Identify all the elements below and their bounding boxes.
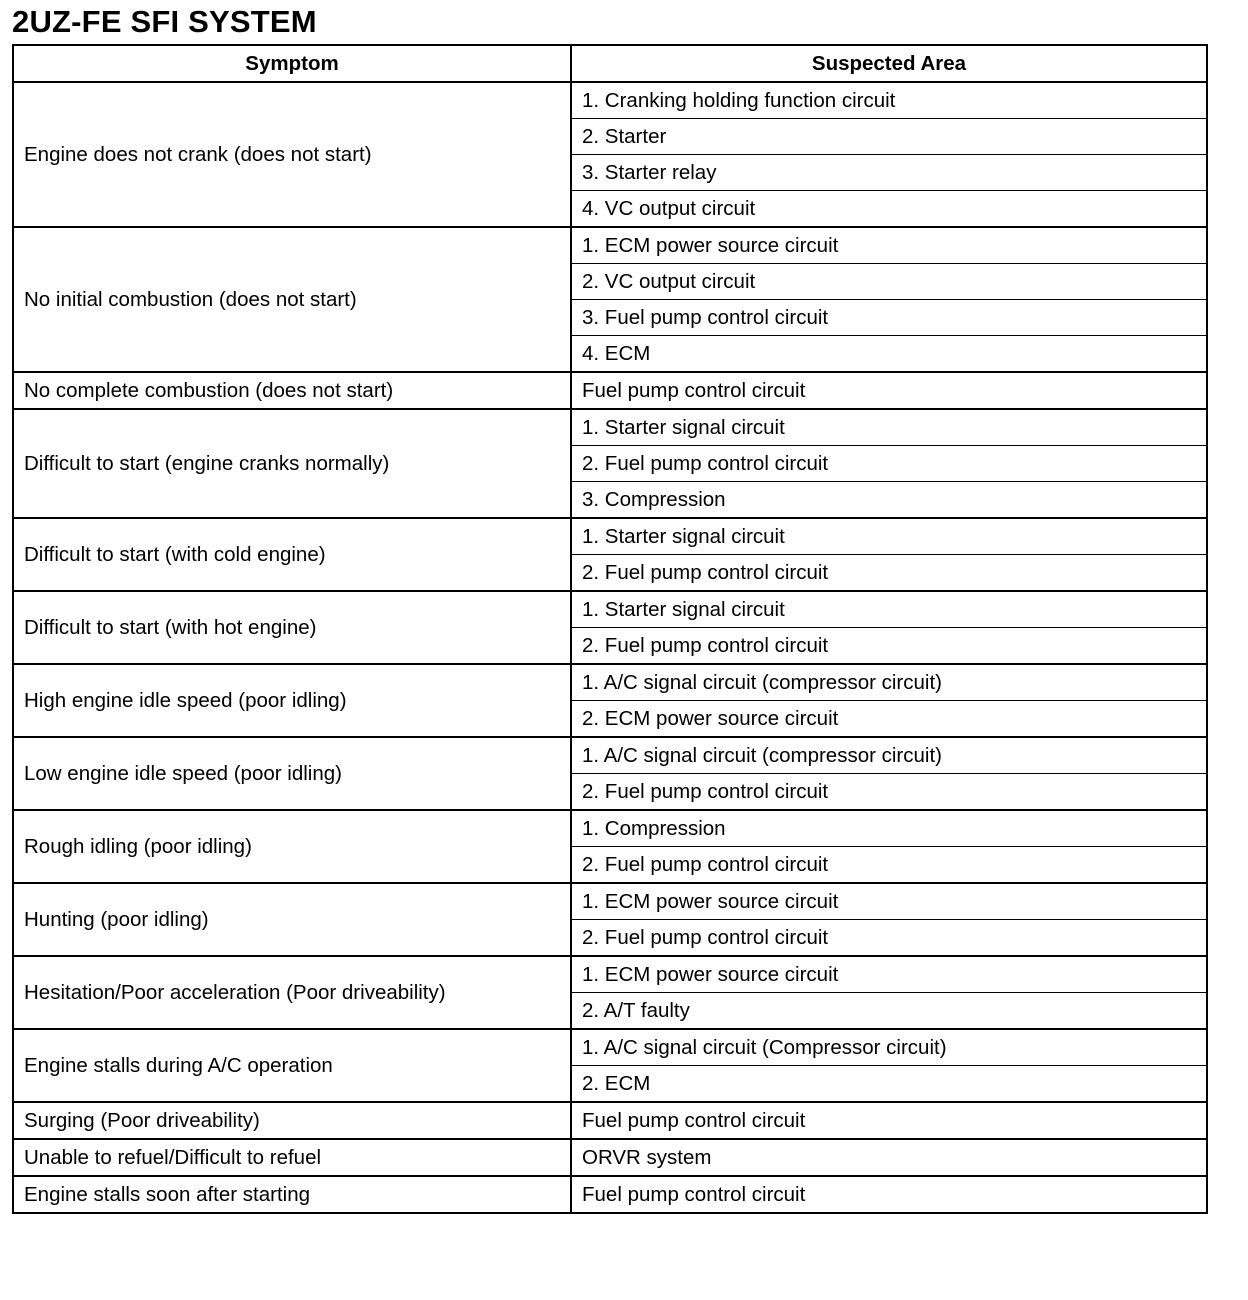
symptom-cell: Hunting (poor idling) bbox=[13, 883, 571, 956]
table-body bbox=[13, 82, 1207, 1213]
suspected-area-cell: 1. Starter signal circuit bbox=[571, 409, 1207, 446]
suspected-area-cell: 1. Compression bbox=[571, 810, 1207, 847]
suspected-area-cell: 1. A/C signal circuit (Compressor circuit) bbox=[571, 1029, 1207, 1066]
suspected-area-cell: 1. Cranking holding function circuit bbox=[571, 82, 1207, 119]
table-row bbox=[13, 518, 1207, 555]
table-row bbox=[13, 82, 1207, 119]
table-row bbox=[13, 1102, 1207, 1139]
table-row bbox=[13, 1176, 1207, 1213]
table-row bbox=[13, 956, 1207, 993]
suspected-area-cell: 2. ECM power source circuit bbox=[571, 701, 1207, 738]
suspected-area-cell: 2. A/T faulty bbox=[571, 993, 1207, 1030]
suspected-area-cell: 1. A/C signal circuit (compressor circuit) bbox=[571, 737, 1207, 774]
symptom-cell: Difficult to start (engine cranks normally) bbox=[13, 409, 571, 518]
table-row bbox=[13, 1139, 1207, 1176]
suspected-area-cell: 2. VC output circuit bbox=[571, 264, 1207, 300]
suspected-area-cell: 3. Starter relay bbox=[571, 155, 1207, 191]
symptom-cell: Surging (Poor driveability) bbox=[13, 1102, 571, 1139]
suspected-area-cell: 1. ECM power source circuit bbox=[571, 956, 1207, 993]
suspected-area-cell: 2. ECM bbox=[571, 1066, 1207, 1103]
symptom-cell: No initial combustion (does not start) bbox=[13, 227, 571, 372]
symptom-cell: Engine stalls during A/C operation bbox=[13, 1029, 571, 1102]
suspected-area-cell: 1. ECM power source circuit bbox=[571, 883, 1207, 920]
symptom-cell: Engine does not crank (does not start) bbox=[13, 82, 571, 227]
suspected-area-cell: Fuel pump control circuit bbox=[571, 1176, 1207, 1213]
suspected-area-cell: 3. Fuel pump control circuit bbox=[571, 300, 1207, 336]
symptom-cell: No complete combustion (does not start) bbox=[13, 372, 571, 409]
symptom-cell: Unable to refuel/Difficult to refuel bbox=[13, 1139, 571, 1176]
table-header-row bbox=[13, 45, 1207, 82]
suspected-area-cell: 1. Starter signal circuit bbox=[571, 518, 1207, 555]
symptom-cell: Low engine idle speed (poor idling) bbox=[13, 737, 571, 810]
suspected-area-cell: 4. VC output circuit bbox=[571, 191, 1207, 228]
table-row bbox=[13, 883, 1207, 920]
symptom-cell: Difficult to start (with hot engine) bbox=[13, 591, 571, 664]
suspected-area-cell: 1. ECM power source circuit bbox=[571, 227, 1207, 264]
table-row bbox=[13, 737, 1207, 774]
suspected-area-cell: 4. ECM bbox=[571, 336, 1207, 373]
suspected-area-cell: 1. Starter signal circuit bbox=[571, 591, 1207, 628]
suspected-area-cell: 2. Fuel pump control circuit bbox=[571, 446, 1207, 482]
suspected-area-cell: ORVR system bbox=[571, 1139, 1207, 1176]
suspected-area-cell: 2. Fuel pump control circuit bbox=[571, 774, 1207, 811]
symptom-cell: Difficult to start (with cold engine) bbox=[13, 518, 571, 591]
suspected-area-column-header: Suspected Area bbox=[571, 45, 1207, 82]
symptom-cell: Rough idling (poor idling) bbox=[13, 810, 571, 883]
symptom-cell: Hesitation/Poor acceleration (Poor driveability) bbox=[13, 956, 571, 1029]
table-row bbox=[13, 1029, 1207, 1066]
table-row bbox=[13, 227, 1207, 264]
table-row bbox=[13, 810, 1207, 847]
symptom-cell: Engine stalls soon after starting bbox=[13, 1176, 571, 1213]
symptom-column-header: Symptom bbox=[13, 45, 571, 82]
table-row bbox=[13, 409, 1207, 446]
suspected-area-cell: Fuel pump control circuit bbox=[571, 372, 1207, 409]
suspected-area-cell: Fuel pump control circuit bbox=[571, 1102, 1207, 1139]
suspected-area-cell: 2. Fuel pump control circuit bbox=[571, 628, 1207, 665]
table-row bbox=[13, 664, 1207, 701]
suspected-area-cell: 2. Fuel pump control circuit bbox=[571, 847, 1207, 884]
table-row bbox=[13, 372, 1207, 409]
table-row bbox=[13, 591, 1207, 628]
suspected-area-cell: 3. Compression bbox=[571, 482, 1207, 519]
suspected-area-cell: 2. Starter bbox=[571, 119, 1207, 155]
suspected-area-cell: 2. Fuel pump control circuit bbox=[571, 555, 1207, 592]
suspected-area-cell: 1. A/C signal circuit (compressor circuit) bbox=[571, 664, 1207, 701]
page-title: 2UZ-FE SFI SYSTEM bbox=[12, 4, 317, 39]
symptom-cell: High engine idle speed (poor idling) bbox=[13, 664, 571, 737]
symptom-table bbox=[12, 44, 1208, 1214]
suspected-area-cell: 2. Fuel pump control circuit bbox=[571, 920, 1207, 957]
